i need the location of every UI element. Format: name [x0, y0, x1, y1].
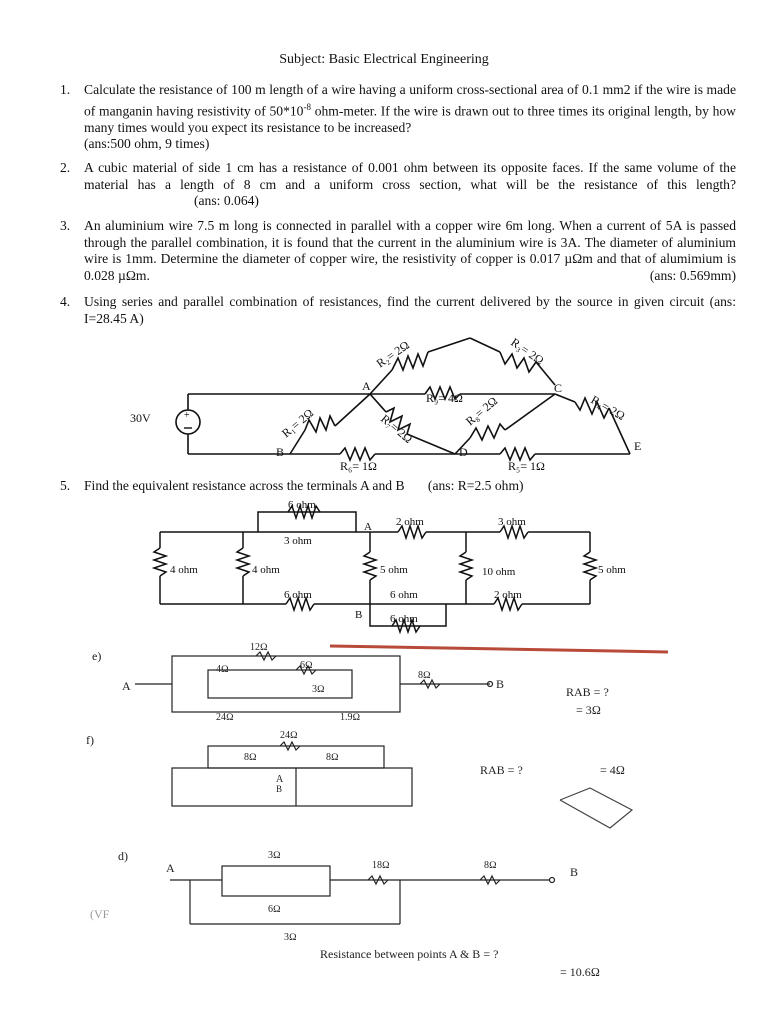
question-number: 2. — [60, 160, 71, 175]
e-r4: 4Ω — [216, 664, 229, 675]
f-r8a: 8Ω — [244, 752, 257, 763]
r-5a: 5 ohm — [380, 564, 408, 576]
circuit-diagram-4 — [0, 330, 768, 475]
d-question: Resistance between points A & B = ? — [320, 947, 499, 961]
question-1 — [60, 82, 740, 152]
e-node-a: A — [122, 679, 131, 693]
question-text — [84, 218, 736, 284]
f-node-b: B — [276, 784, 283, 794]
r3-label: R₃= 2Ω — [508, 334, 547, 368]
r-top-3: 3 ohm — [284, 535, 312, 547]
node-d: D — [459, 445, 468, 459]
question-number: 4. — [60, 294, 71, 309]
question-number: 1. — [60, 82, 71, 97]
e-answer: = 3Ω — [576, 703, 601, 717]
r5-label: R₅= 1Ω — [508, 459, 545, 473]
question-2-text: A cubic material of side 1 cm has a resistance of 0.001 ohm between its opposite faces. If the same volume of the material has a length of 8 cm and a uniform cross section, what will be the resistance of this length? — [84, 160, 736, 192]
e-r19: 1.9Ω — [340, 712, 361, 723]
r6-label: R₆= 1Ω — [340, 459, 377, 473]
question-3-text: An aluminium wire 7.5 m long is connected in parallel with a copper wire 6m long. When a current of 5A is passed through the parallel combination, it is found that the current in the aluminium wire is 3A. The diameter of aluminium wire is 1mm. Determine the diameter of copper wire, the resistivity of copper is 0.017 µΩm and that of alumimium is 0.028 µΩm. — [84, 218, 736, 283]
node-c: C — [554, 381, 563, 395]
r-6c: 6 ohm — [390, 613, 418, 625]
r1-label: R₁= 2Ω — [278, 405, 317, 441]
label-f: f) — [86, 733, 94, 747]
e-node-b: B — [496, 677, 505, 691]
svg-text:+: + — [184, 410, 190, 421]
question-text — [84, 82, 736, 153]
r9-label: R₉= 4Ω — [426, 391, 463, 405]
r8-label: R₈= 2Ω — [462, 393, 501, 429]
question-number: 3. — [60, 218, 71, 233]
f-node-a: A — [276, 774, 284, 785]
d-r8: 8Ω — [484, 860, 497, 871]
r-2: 2 ohm — [396, 516, 424, 528]
d-r3a: 3Ω — [268, 850, 281, 861]
r4-label: R₄= 2Ω — [588, 392, 628, 424]
question-number: 5. — [60, 478, 71, 493]
node-a: A — [362, 379, 371, 393]
answer: (ans: 0.064) — [194, 193, 259, 208]
terminal-b: B — [355, 609, 363, 621]
d-node-a: A — [166, 861, 175, 875]
d-margin-note: (VF — [90, 907, 110, 921]
d-r18: 18Ω — [372, 860, 390, 871]
label-e: e) — [92, 649, 102, 663]
d-node-b: B — [570, 865, 579, 879]
handwritten-problems — [0, 640, 768, 1024]
r-2b: 2 ohm — [494, 589, 522, 601]
f-answer: = 4Ω — [600, 763, 625, 777]
subject-title: Subject: Basic Electrical Engineering — [279, 52, 489, 67]
question-4 — [60, 294, 740, 334]
source-label: 30V — [130, 411, 151, 425]
r-5b: 5 ohm — [598, 564, 626, 576]
r-3: 3 ohm — [498, 516, 526, 528]
exponent: -8 — [303, 101, 311, 112]
r-10: 10 ohm — [482, 566, 516, 578]
e-r6: 6Ω — [300, 660, 313, 671]
f-r24: 24Ω — [280, 730, 298, 741]
r-6a: 6 ohm — [284, 589, 312, 601]
e-r12: 12Ω — [250, 642, 268, 653]
r-4b: 4 ohm — [252, 564, 280, 576]
r-top-6: 6 ohm — [288, 499, 316, 511]
d-answer: = 10.6Ω — [560, 965, 600, 979]
question-5-text: Find the equivalent resistance across the terminals A and B — [84, 478, 405, 493]
e-question: RAB = ? — [566, 685, 609, 699]
label-d: d) — [118, 849, 128, 863]
terminal-a: A — [364, 521, 372, 533]
r2-label: R₂= 2Ω — [373, 337, 412, 371]
question-2 — [60, 160, 740, 215]
node-e: E — [634, 439, 642, 453]
e-r24: 24Ω — [216, 712, 234, 723]
d-r6: 6Ω — [268, 904, 281, 915]
circuit-diagram-5 — [0, 498, 768, 638]
question-3 — [60, 218, 740, 290]
question-5 — [60, 478, 740, 498]
d-r3b: 3Ω — [284, 932, 297, 943]
question-text: Using series and parallel combination of resistances, find the current delivered by the source in given circuit (ans: I=28.45 A) — [84, 294, 736, 326]
r7-label: R₇= 2Ω — [378, 411, 416, 447]
answer: (ans:500 ohm, 9 times) — [84, 136, 210, 152]
f-question: RAB = ? — [480, 763, 523, 777]
f-r8b: 8Ω — [326, 752, 339, 763]
e-r3: 3Ω — [312, 684, 325, 695]
answer: (ans: 0.569mm) — [649, 267, 736, 283]
r-4a: 4 ohm — [170, 564, 198, 576]
r-6b: 6 ohm — [390, 589, 418, 601]
question-1-text: Calculate the resistance of 100 m length of a wire having a uniform cross-sectional area of 0.1 mm2 if the wire is made of manganin having resistivity of 50*10 — [84, 82, 736, 119]
question-1-text-cont: ohm-meter. If the wire is drawn out to three times its original length, by how many times would you expect its resistance to be increased? — [84, 103, 736, 135]
question-text — [84, 160, 736, 210]
answer: (ans: R=2.5 ohm) — [427, 478, 524, 493]
e-r8: 8Ω — [418, 670, 431, 681]
node-b: B — [276, 445, 285, 459]
question-text — [84, 478, 736, 495]
